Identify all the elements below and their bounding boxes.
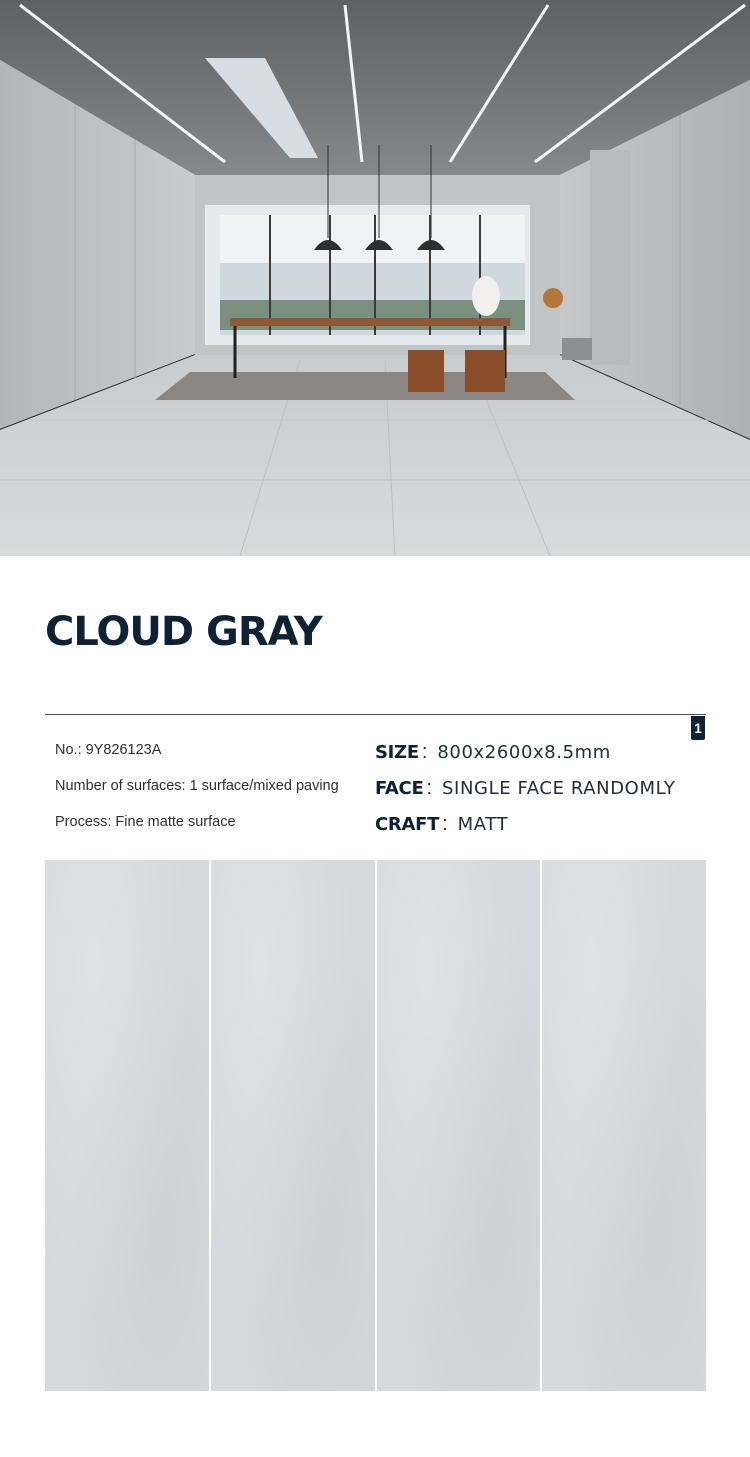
tile-sample-3 (377, 860, 541, 1391)
spec-size-separator: : (421, 740, 428, 763)
tile-sample-2 (211, 860, 375, 1391)
spec-process: Process: Fine matte surface (55, 814, 236, 830)
spec-size-label: SIZE (375, 741, 419, 763)
divider (45, 714, 706, 715)
spec-face-row (375, 770, 675, 806)
spec-craft-value: MATT (457, 813, 509, 835)
spec-craft-label: CRAFT (375, 813, 440, 835)
spec-size-row (375, 734, 675, 770)
page-number-badge: 1 (691, 716, 705, 740)
spec-face-separator: : (426, 776, 433, 799)
spec-number: No.: 9Y826123A (55, 742, 162, 758)
product-title: CLOUD GRAY (45, 609, 322, 655)
spec-face-label: FACE (375, 777, 424, 799)
spec-surfaces: Number of surfaces: 1 surface/mixed paving (55, 778, 339, 794)
hero-interior-image (0, 0, 750, 556)
spec-list-right (375, 734, 675, 842)
tile-sample-4 (542, 860, 706, 1391)
spec-size-value: 800x2600x8.5mm (437, 741, 611, 763)
tile-sample-panel (45, 860, 706, 1391)
spec-craft-separator: : (442, 812, 448, 835)
spec-craft-row (375, 806, 675, 842)
interior-illustration (0, 0, 750, 556)
spec-list-left (55, 740, 339, 848)
spec-face-value: SINGLE FACE RANDOMLY (442, 777, 676, 799)
tile-sample-1 (45, 860, 209, 1391)
